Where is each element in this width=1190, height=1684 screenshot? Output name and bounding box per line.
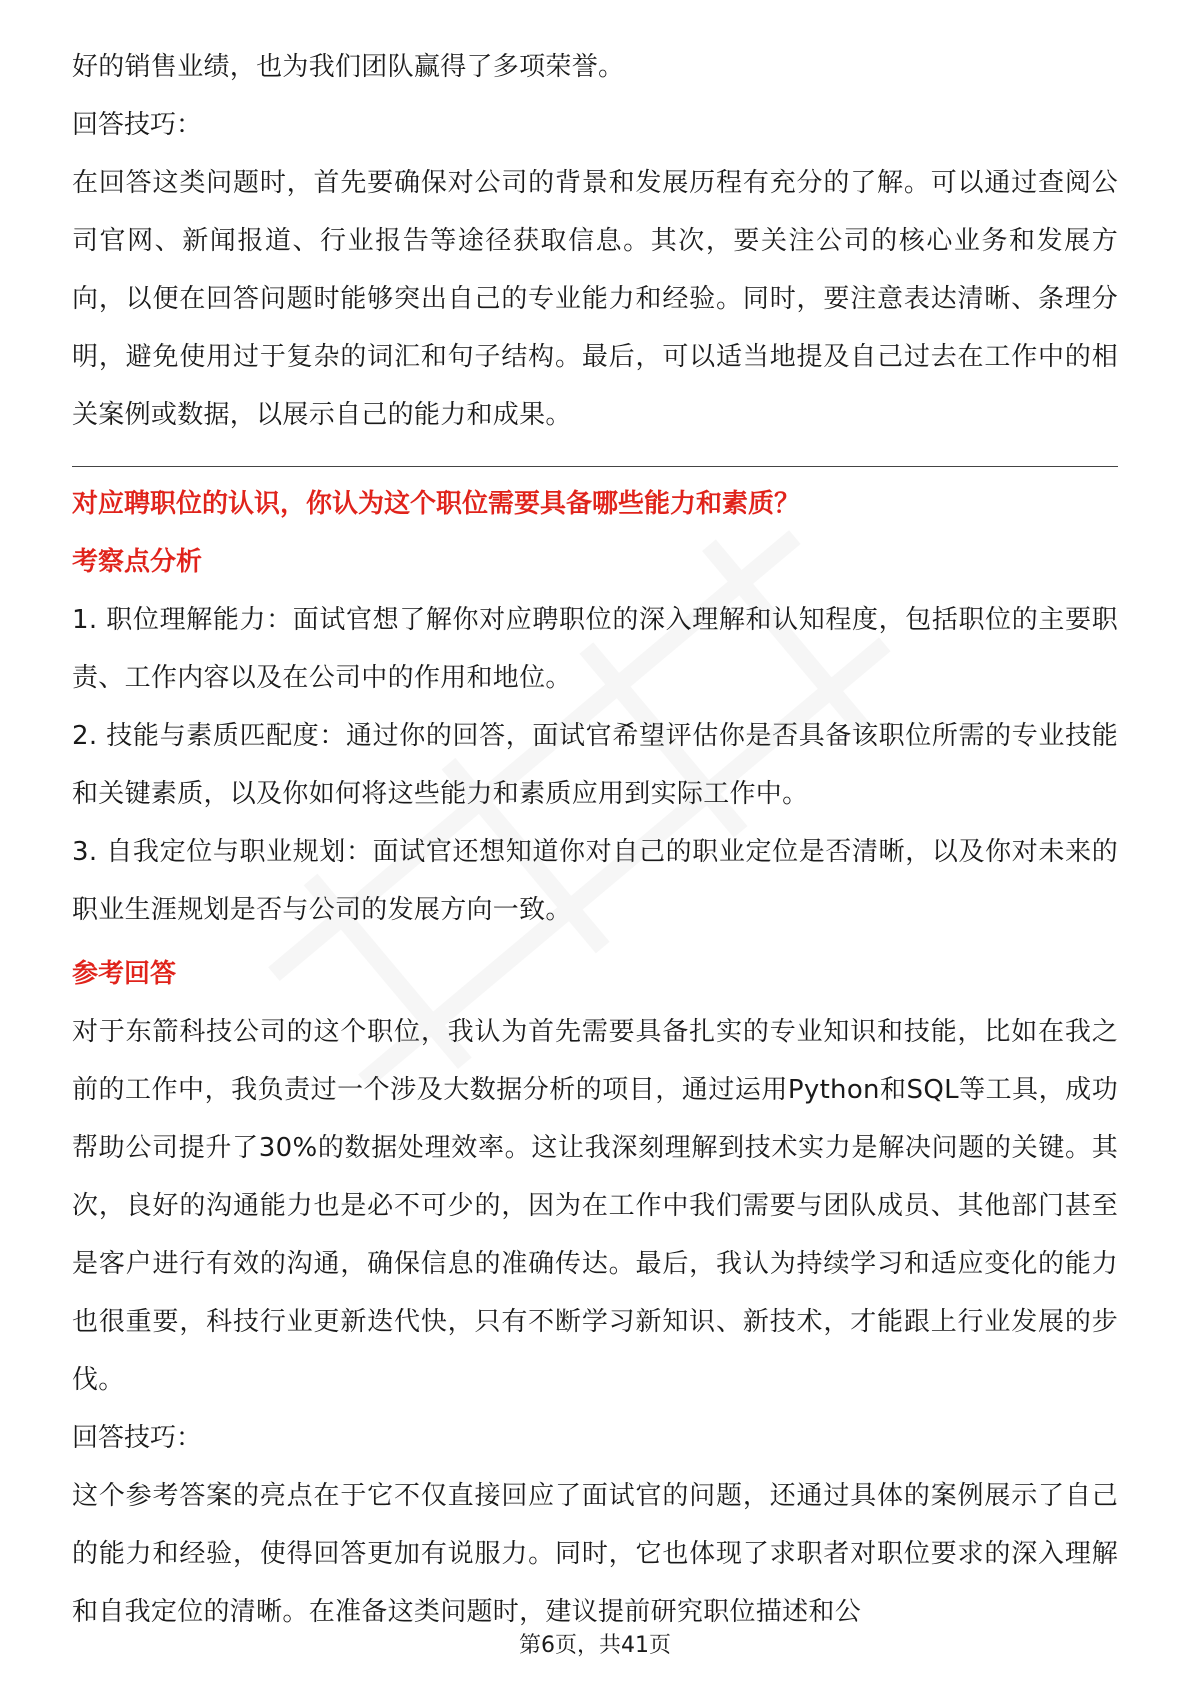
analysis-heading: 考察点分析 <box>72 547 203 577</box>
tips-label: 回答技巧： <box>72 1423 203 1453</box>
tips-paragraph: 这个参考答案的亮点在于它不仅直接回应了面试官的问题，还通过具体的案例展示了自己的能力和经验，使得回答更加有说服力。同时，它也体现了求职者对职位要求的深入理解和自我定位的清晰。在准备这类问题时，建议提前研究职位描述和公 <box>72 1481 1118 1627</box>
question-heading: 对应聘职位的认识，你认为这个职位需要具备哪些能力和素质？ <box>72 489 801 519</box>
analysis-point: 3. 自我定位与职业规划：面试官还想知道你对自己的职业定位是否清晰，以及你对未来的职业生涯规划是否与公司的发展方向一致。 <box>72 837 1118 925</box>
page-number: 第6页，共41页 <box>519 1633 671 1658</box>
document-page <box>72 0 1118 1641</box>
analysis-point: 2. 技能与素质匹配度：通过你的回答，面试官希望评估你是否具备该职位所需的专业技能和关键素质，以及你如何将这些能力和素质应用到实际工作中。 <box>72 721 1118 809</box>
section-divider <box>72 466 1118 467</box>
tips-paragraph: 在回答这类问题时，首先要确保对公司的背景和发展历程有充分的了解。可以通过查阅公司官网、新闻报道、行业报告等途径获取信息。其次，要关注公司的核心业务和发展方向，以便在回答问题时能够突出自己的专业能力和经验。同时，要注意表达清晰、条理分明，避免使用过于复杂的词汇和句子结构。最后，可以适当地提及自己过去在工作中的相关案例或数据，以展示自己的能力和成果。 <box>72 168 1118 430</box>
answer-heading: 参考回答 <box>72 959 177 989</box>
analysis-point: 1. 职位理解能力：面试官想了解你对应聘职位的深入理解和认知程度，包括职位的主要职责、工作内容以及在公司中的作用和地位。 <box>72 605 1118 693</box>
answer-paragraph: 对于东箭科技公司的这个职位，我认为首先需要具备扎实的专业知识和技能，比如在我之前的工作中，我负责过一个涉及大数据分析的项目，通过运用Python和SQL等工具，成功帮助公司提升了30%的数据处理效率。这让我深刻理解到技术实力是解决问题的关键。其次，良好的沟通能力也是必不可少的，因为在工作中我们需要与团队成员、其他部门甚至是客户进行有效的沟通，确保信息的准确传达。最后，我认为持续学习和适应变化的能力也很重要，科技行业更新迭代快，只有不断学习新知识、新技术，才能跟上行业发展的步伐。 <box>72 1017 1118 1395</box>
paragraph-continuation: 好的销售业绩，也为我们团队赢得了多项荣誉。 <box>72 52 625 82</box>
tips-label: 回答技巧： <box>72 110 203 140</box>
